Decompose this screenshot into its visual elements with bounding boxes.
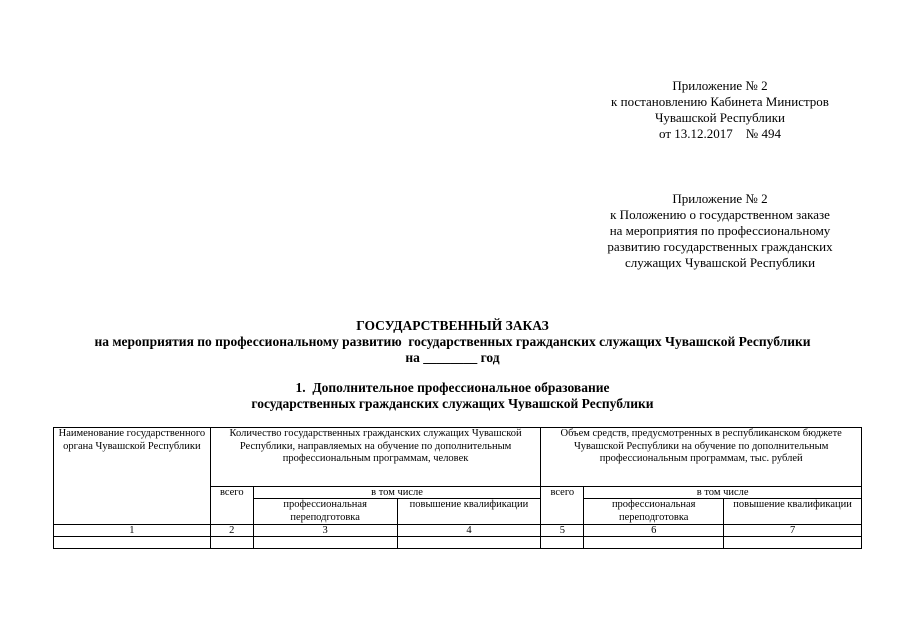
appendix-2-line: к Положению о государственном заказе <box>610 207 830 222</box>
appendix-regulation-reference <box>580 191 860 271</box>
header-employee-count: Количество государственных гражданских служащих Чувашской Республики, направляемых на обучение по дополнительным профессиональным программам, человек <box>210 428 541 487</box>
header-qualification: повышение квалификации <box>724 499 862 525</box>
table-cell <box>210 537 253 549</box>
column-number: 7 <box>724 525 862 537</box>
header-qualification: повышение квалификации <box>397 499 541 525</box>
appendix-2-line: Приложение № 2 <box>672 191 768 206</box>
document-title <box>40 318 865 366</box>
title-year: на ________ год <box>405 350 500 365</box>
appendix-1-line: от 13.12.2017 № 494 <box>659 126 781 141</box>
appendix-2-line: служащих Чувашской Республики <box>624 255 816 270</box>
title-main: ГОСУДАРСТВЕННЫЙ ЗАКАЗ <box>356 318 549 333</box>
table-cell <box>54 537 211 549</box>
appendix-2-line: на мероприятия по профессиональному <box>609 223 831 238</box>
table-cell <box>724 537 862 549</box>
header-budget-amount: Объем средств, предусмотренных в республиканском бюджете Чувашской Республики на обучение по дополнительным профессиональным программам, тыс. рублей <box>541 428 862 487</box>
column-number: 5 <box>541 525 584 537</box>
table-column-numbers-row <box>54 525 862 537</box>
header-retraining: профессиональная переподготовка <box>253 499 397 525</box>
column-number: 2 <box>210 525 253 537</box>
table-header-row <box>54 428 862 487</box>
header-including: в том числе <box>584 487 862 499</box>
table-cell <box>253 537 397 549</box>
appendix-2-line: развитию государственных гражданских <box>607 239 833 254</box>
header-retraining: профессиональная переподготовка <box>584 499 724 525</box>
table-cell <box>397 537 541 549</box>
header-org-name: Наименование государственного органа Чувашской Республики <box>54 428 211 525</box>
header-total: всего <box>210 487 253 525</box>
column-number: 1 <box>54 525 211 537</box>
column-number: 3 <box>253 525 397 537</box>
appendix-1-line: Чувашской Республики <box>654 110 786 125</box>
section-heading-line: 1. Дополнительное профессиональное образование <box>295 380 610 395</box>
appendix-1-line: Приложение № 2 <box>672 78 768 93</box>
title-subject: на мероприятия по профессиональному развитию государственных гражданских служащих Чувашской Республики <box>94 334 811 349</box>
appendix-1-line: к постановлению Кабинета Министров <box>611 94 829 109</box>
header-including: в том числе <box>253 487 541 499</box>
section-heading <box>190 380 715 412</box>
table-cell <box>541 537 584 549</box>
column-number: 4 <box>397 525 541 537</box>
appendix-resolution-reference <box>590 78 850 142</box>
table-row <box>54 537 862 549</box>
table-cell <box>584 537 724 549</box>
header-total: всего <box>541 487 584 525</box>
section-heading-line: государственных гражданских служащих Чувашской Республики <box>251 396 654 411</box>
column-number: 6 <box>584 525 724 537</box>
order-table <box>53 427 862 549</box>
